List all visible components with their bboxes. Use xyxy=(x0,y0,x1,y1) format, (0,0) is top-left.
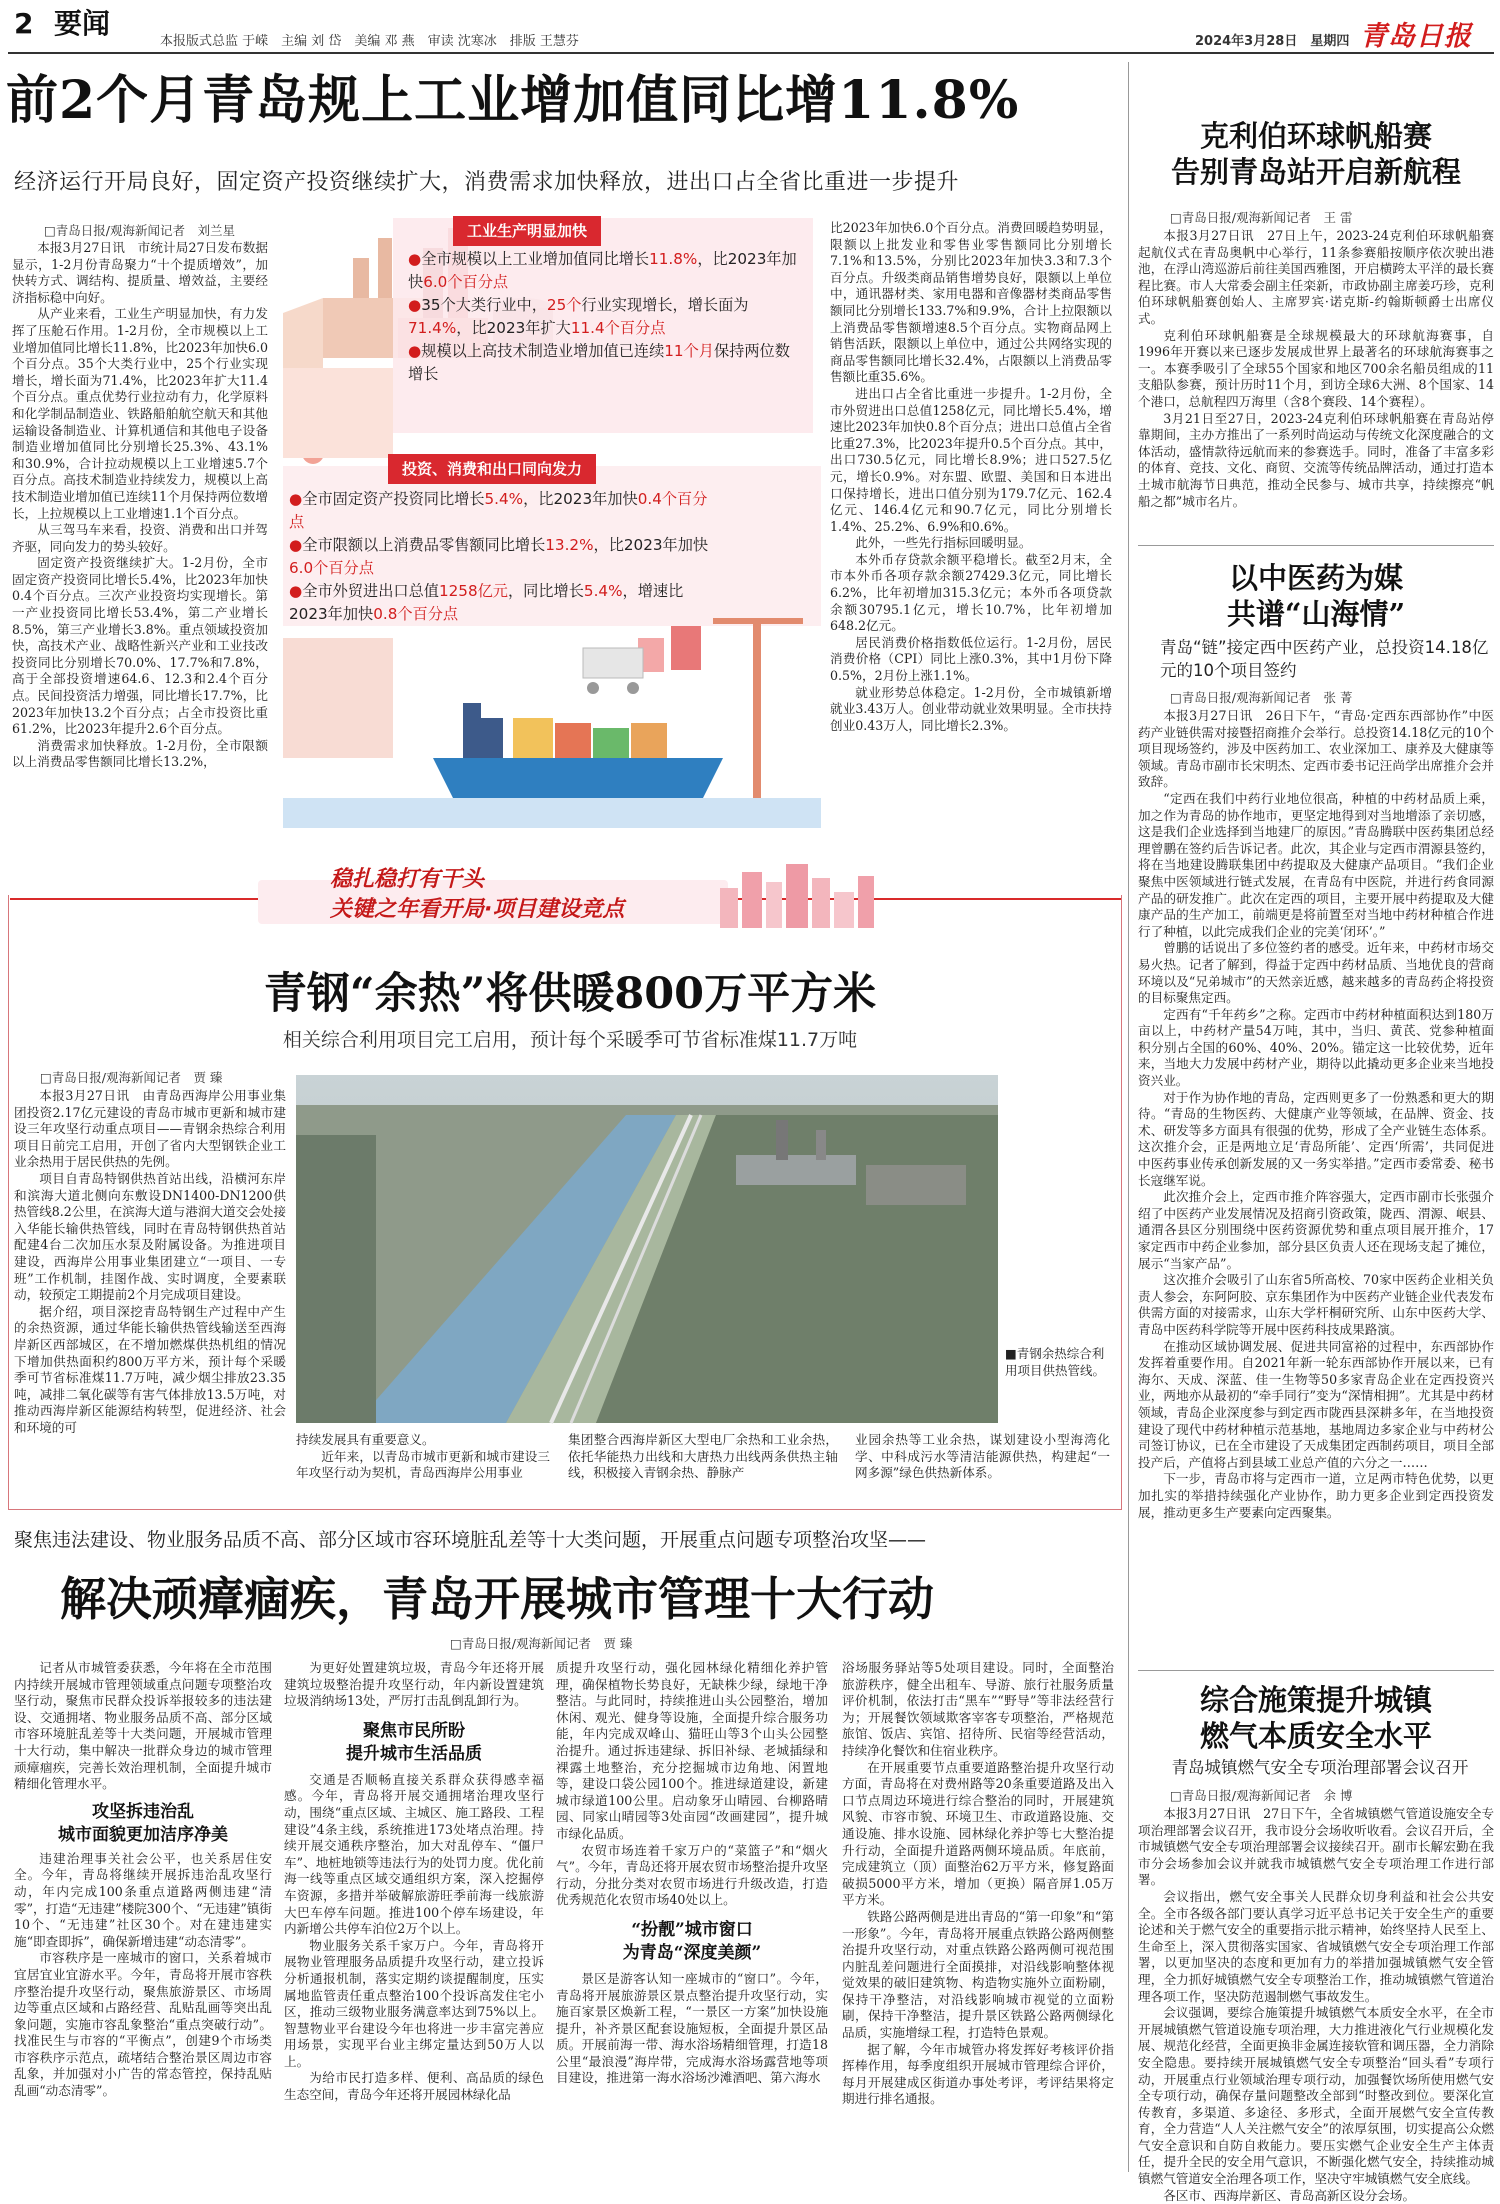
info-item: ●全市外贸进出口总值1258亿元，同比增长5.4%，增速比2023年加快0.8个百分点 xyxy=(289,582,684,623)
city-para: 农贸市场连着千家万户的“菜篮子”和“烟火气”。今年，青岛还将开展农贸市场整治提升攻坚行动，分批分类对农贸市场进行升级改造，打造优秀规范化农贸市场40处以上。 xyxy=(556,1842,828,1908)
steel-byline: □青岛日报/观海新闻记者 贾 臻 xyxy=(40,1070,223,1085)
tcm-para: 定西有“千年药乡”之称。定西市中药材种植面积达到180万亩以上，中药材产量54万吨，其中，当归、黄芪、党参种植面积分别占全国的60%、40%、20%。锚定这一比较优势，近年来，当地大力发展中药材产业，期待以此撬动更多企业来当地投资兴业。 xyxy=(1138,1006,1494,1089)
tcm-deck: 青岛“链”接定西中医药产业，总投资14.18亿元的10个项目签约 xyxy=(1160,638,1489,680)
city-para: 交通是否顺畅直接关系群众获得感幸福感。今年，青岛将开展交通拥堵治理攻坚行动，围绕“重点区域、主城区、施工路段、工程建设”4条主线，系统推进173处堵点治理。持续开展交通秩序整治，加大对乱停车、“僵尸车”、地桩地锁等违法行为的处罚力度。优化前海一线等重点区域交通组织方案，深入挖掘停车资源，多措并举破解旅游旺季前海一线旅游大巴车停车问题。推进100个停车场建设，年内新增公共停车泊位2万个以上。 xyxy=(284,1771,544,1937)
gas-para: 会议强调，要综合施策提升城镇燃气本质安全水平，在全市开展城镇燃气管道设施专项治理，大力推进液化气行业规模化发展、规范化经营，全面更换非金属连接软管和调压器，全力消除安全隐患。要持续开展城镇燃气安全专项整治“回头看”专项行动，开展重点行业领域治理专项行动，加强餐饮场所使用燃气安全专项行动，确保存量问题整改全部到“时整改到位。要深化宣传教育，多渠道、多途径、多形式，全面开展燃气安全宣传教育，全力营造“人人关注燃气安全”的浓厚氛围，切实提高公众燃气安全意识和自防自救能力。要压实燃气企业安全生产主体责任，提升全民的安全用气意识，不断强化燃气安全，持续推动城镇燃气管道安全治理各项工作，坚决守牢城镇燃气安全底线。 xyxy=(1138,2005,1494,2187)
lead-para: 从三驾马车来看，投资、消费和出口并驾齐驱，同向发力的势头较好。 xyxy=(12,522,268,554)
photo-caption: ■青钢余热综合利用项目供热管线。 xyxy=(1005,1346,1106,1378)
headline-line: 燃气本质安全水平 xyxy=(1199,1719,1432,1753)
sailing-para: 克利伯环球帆船赛是全球规模最大的环球航海赛事，自1996年开赛以来已逐步发展成世界上最著名的环球航海赛事之一。本赛季吸引了全球55个国家和地区700余名船员组成的11支船队参赛，预计历时11个月，到访全球6大洲、8个国家、14个港口，总航程四万海里（含8个赛段、14个赛程）。 xyxy=(1138,327,1494,409)
steel-para: 近年来，以青岛市城市更新和城市建设三年攻坚行动为契机，青岛西海岸公用事业 xyxy=(296,1448,550,1481)
banner-line-2: 关键之年看开局·项目建设竞点 xyxy=(330,897,625,922)
steel-para: 本报3月27日讯 由青岛西海岸公用事业集团投资2.17亿元建设的青岛市城市更新和城市建设三年攻坚行动重点项目——青钢余热综合利用项目日前完工启用，开创了省内大型钢铁企业工业余热用于居民供热的先例。 xyxy=(14,1088,286,1170)
lead-para: 本报3月27日讯 市统计局27日发布数据显示，1-2月份青岛聚力“十个提质增效”，加快转方式、调结构、提质量、增效益，主要经济指标稳中向好。 xyxy=(12,240,268,305)
city-para: 景区是游客认知一座城市的“窗口”。今年，青岛将开展旅游景区景点整治提升攻坚行动，实施百家景区焕新工程，“一景区一方案”加快设施提升，补齐景区配套设施短板，全面提升景区品质。开展前海一带、海水浴场精细管理，打造18公里“最浪漫”海岸带，完成海水浴场露营地等项目建设，推进第一海水浴场沙滩酒吧、第六海水 xyxy=(556,1970,828,2086)
gas-byline: □青岛日报/观海新闻记者 余 博 xyxy=(1170,1788,1353,1803)
lead-para: 就业形势总体稳定。1-2月份，全市城镇新增就业3.43万人。创业带动就业效果明显。全市扶持创业0.43万人，同比增长2.3%。 xyxy=(830,684,1112,733)
info-box-1-title: 工业生产明显加快 xyxy=(453,216,601,246)
column-divider xyxy=(1128,62,1129,2172)
steel-headline: 青钢“余热”将供暖800万平方米 xyxy=(263,969,877,1019)
info-box-1 xyxy=(408,248,803,386)
city-column-4 xyxy=(842,1660,1114,2165)
sailing-body xyxy=(1138,228,1494,533)
subhead-line: 提升城市生活品质 xyxy=(346,1743,482,1764)
city-para: 为更好处置建筑垃圾，青岛今年还将开展建筑垃圾整治提升攻坚行动，年内新设置建筑垃圾消纳场13处，严厉打击乱倒乱卸行为。 xyxy=(284,1660,544,1709)
lead-para: 固定资产投资继续扩大。1-2月份，全市固定资产投资同比增长5.4%，比2023年加快0.4个百分点。三次产业投资均实现增长。第一产业投资同比增长53.4%，第二产业增长8.5%，第三产业增长3.8%。重点领域投资加快，高技术产业、战略性新兴产业和工业技改投资同比分别增长70.0%、17.7%和7.8%，高于全部投资增速64.6、12.3和2.4个百分点。民间投资活力增强，同比增长17.7%，比2023年加快13.2个百分点；占全市投资比重61.2%，比2023年提升2.6个百分点。 xyxy=(12,555,268,737)
info-item: ●35个大类行业中，25个行业实现增长，增长面为71.4%，比2023年扩大11.4个百分点 xyxy=(408,296,749,337)
steel-bottom-col-2 xyxy=(568,1432,838,1502)
steel-para: 项目自青岛特钢供热首站出线，沿横河东岸和滨海大道北侧向东敷设DN1400-DN1200供热管线8.2公里，在滨海大道与港润大道交会处接入华能长输供热管线，同时在青岛特钢供热首站配建4台二次加压水泵及附属设备。为推进项目建设，西海岸公用事业集团建立“一项目、一专班”工作机制，挂图作战、实时调度，全要素联动，较预定工期提前2个月完成项目建设。 xyxy=(14,1170,286,1303)
tcm-byline: □青岛日报/观海新闻记者 张 菁 xyxy=(1170,690,1353,705)
info-item: ●全市限额以上消费品零售额同比增长13.2%，比2023年加快6.0个百分点 xyxy=(289,536,709,577)
subhead-line: 为青岛“深度美颜” xyxy=(622,1942,762,1963)
editor-credits: 本报版式总监 于嵘 主编 刘 岱 美编 邓 燕 审读 沈寒冰 排版 王慧芬 xyxy=(160,34,579,49)
lead-infographic xyxy=(283,218,821,828)
city-para: 铁路公路两侧是进出青岛的“第一印象”和“第一形象”。今年，青岛将开展重点铁路公路两侧整治提升攻坚行动，对重点铁路公路两侧可视范围内脏乱差问题进行全面摸排，对沿线影响整体视觉效果的破旧建筑物、构造物实施外立面粉刷，保持干净整洁，对沿线影响城市视觉的立面粉刷，保持干净整洁，提升景区铁路公路两侧绿化品质，实施增绿工程，打造特色景观。 xyxy=(842,1908,1114,2041)
tcm-para: 下一步，青岛市将与定西市一道，立足两市特色优势，以更加扎实的举措持续强化产业协作，助力更多企业到定西投资发展，推动更多生产要素向定西聚集。 xyxy=(1138,1471,1494,1520)
headline-line: 以中医药为媒 xyxy=(1228,561,1403,595)
city-headline: 解决顽瘴痼疾，青岛开展城市管理十大行动 xyxy=(60,1572,934,1626)
subhead-line: “扮靓”城市窗口 xyxy=(631,1919,753,1940)
headline-line: 共谱“山海情” xyxy=(1226,597,1406,631)
info-item: ●规模以上高技术制造业增加值已连续11个月保持两位数增长 xyxy=(408,342,790,383)
tcm-para: 曾鹏的话说出了多位签约者的感受。近年来，中药材市场交易火热。记者了解到，得益于定西中药材品质、当地优良的营商环境以及“兄弟城市”的天然亲近感，越来越多的青岛药企将投资的目标聚焦定西。 xyxy=(1138,940,1494,1006)
tcm-para: 在推动区域协调发展、促进共同富裕的过程中，东西部协作发挥着重要作用。自2021年新一轮东西部协作开展以来，已有海尔、天成、深蓝、佳一生物等50多家青岛企业在定西投资兴业，两地亦从最初的“牵手同行”变为“深情相拥”。尤其是中药材领域，青岛企业深度参与到定西市陇西县深耕多年，在当地投资建设了现代中药材种植示范基地，基地周边多家企业与中药材公司签订协议，已在全市建设了天成集团定西制药项目，项目全部投产后，产值将占到县域工业总产值的六分之一…… xyxy=(1138,1338,1494,1470)
city-subhead-3 xyxy=(556,1919,828,1965)
city-column-3 xyxy=(556,1660,828,2165)
city-para: 质提升攻坚行动，强化园林绿化精细化养护管理，确保植物长势良好，无缺株少绿，绿地干净整洁。与此同时，持续推进山头公园整治，增加休闲、观光、健身等设施，全面提升综合服务功能，年内完成双峰山、猫旺山等3个山头公园整治提升。通过拆违建绿、拆旧补绿、老城插绿和裸露土地整治，充分挖掘城市边角地、闲置地等，建设口袋公园100个。推进绿道建设，新建城市绿道100公里。启动象牙山晴园、台柳路晴园、同家山晴园等3处亩园“改画建园”，提升城市绿化品质。 xyxy=(556,1660,828,1841)
steel-para: 持续发展具有重要意义。 xyxy=(296,1432,435,1447)
lead-para: 居民消费价格指数低位运行。1-2月份，居民消费价格（CPI）同比上涨0.3%，其中1月份下降0.5%，2月份上涨1.1%。 xyxy=(830,634,1112,684)
tcm-para: 对于作为协作地的青岛，定西则更多了一份熟悉和更大的期待。“青岛的生物医药、大健康产业等领域，在品牌、资金、技术、研发等多方面具有很强的优势，形成了全产业链生态体系。这次推介会，正是两地立足‘青岛所能’、定西‘所需’，共同促进中医药事业传承创新发展的又一务实举措。”定西市委常委、秘书长寇继军说。 xyxy=(1138,1089,1494,1188)
steel-para: 集团整合西海岸新区大型电厂余热和工业余热，依托华能热力出线和大唐热力出线两条供热主轴线，积极接入青钢余热、静脉产 xyxy=(568,1432,838,1481)
info-box-2-title: 投资、消费和出口同向发力 xyxy=(388,454,596,484)
steel-subhead: 相关综合利用项目完工启用，预计每个采暖季可节省标准煤11.7万吨 xyxy=(282,1029,858,1051)
page-number: 2 xyxy=(14,7,34,40)
lead-para: 消费需求加快释放。1-2月份，全市限额以上消费品零售额同比增长13.2%， xyxy=(12,737,268,770)
city-para: 记者从市城管委获悉，今年将在全市范围内持续开展城市管理领域重点问题专项整治攻坚行动，聚焦市民群众投诉举报较多的违法建设、交通拥堵、物业服务品质不高、部分区域市容环境脏乱差等十大类问题，开展城市管理十大行动，集中解决一批群众身边的城市管理顽瘴痼疾，完善长效治理机制，全面提升城市精细化管理水平。 xyxy=(14,1660,272,1792)
lead-column-1 xyxy=(12,240,268,830)
tcm-headline xyxy=(1138,560,1494,632)
city-para: 市容秩序是一座城市的窗口，关系着城市宜居宜业宜游水平。今年，青岛将开展市容秩序整治提升攻坚行动，聚焦旅游景区、市场周边等重点区域和占路经营、乱贴乱画等突出乱象问题，实施市容乱象整治“重点突破行动”。找准民生与市容的“平衡点”，创建9个市场类市容秩序示范点，疏堵结合整治景区周边市容乱象，并加强对小广告的常态管控，保持乱贴乱画“动态清零”。 xyxy=(14,1950,272,2099)
headline-line: 克利伯环球帆船赛 xyxy=(1199,119,1432,153)
subhead-line: 城市面貌更加洁序净美 xyxy=(58,1824,228,1845)
lead-para: 从产业来看，工业生产明显加快，有力发挥了压舱石作用。1-2月份，全市规模以上工业增加值同比增长11.8%，比2023年加快6.0个百分点。35个大类行业中，25个行业实现增长，增长面为71.4%，比2023年扩大11.4个百分点。重点优势行业拉动有力，化学原料和化学制品制造业、铁路船舶航空航天和其他运输设备制造业、计算机通信和其他电子设备制造业增加值同比分别增长25.3%、43.1%和30.9%，合计拉动规模以上工业增速5.7个百分点。高技术制造业持续发力，规模以上高技术制造业增加值已连续11个月保持两位数增长，上拉规模以上工业增速1.1个百分点。 xyxy=(12,306,268,521)
gas-para: 会议指出，燃气安全事关人民群众切身利益和社会公共安全。全市各级各部门要认真学习近平总书记关于安全生产的重要论述和关于燃气安全的重要指示批示精神，始终坚持人民至上、生命至上，深入贯彻落实国家、省城镇燃气安全专项治理工作部署，以更加坚决的态度和更加有力的举措加强城镇燃气安全管理，全力抓好城镇燃气安全专项整治工作，推动城镇燃气管道治理各项工作，坚决防范遏制燃气事故发生。 xyxy=(1138,1888,1494,2004)
page-header xyxy=(0,0,1500,62)
sailing-headline xyxy=(1138,118,1494,190)
issue-date: 2024年3月28日 星期四 xyxy=(1195,34,1350,49)
headline-line: 综合施策提升城镇 xyxy=(1199,1683,1432,1717)
headline-line: 告别青岛站开启新航程 xyxy=(1170,155,1461,189)
city-para: 违建治理事关社会公平，也关系居住安全。今年，青岛将继续开展拆违治乱攻坚行动，年内完成100条重点道路两侧违建“清零”，打造“无违建”楼院300个、“无违建”镇街10个、“无违建”社区30个。对在建违建实施“即查即拆”，确保新增违建“动态清零”。 xyxy=(14,1850,272,1949)
gas-para: 各区市、西海岸新区、青岛高新区设分会场。 xyxy=(1163,2187,1416,2203)
gas-body xyxy=(1138,1806,1494,2203)
right-divider-2 xyxy=(1138,1670,1494,1671)
city-kicker: 聚焦违法建设、物业服务品质不高、部分区域市容环境脏乱差等十大类问题，开展重点问题专项整治攻坚—— xyxy=(14,1529,927,1551)
lead-para: 进出口占全省比重进一步提升。1-2月份，全市外贸进出口总值1258亿元，同比增长5.4%，增速比2023年加快0.8个百分点；进出口总值占全省比重27.3%，比2023年提升0.5个百分点。其中，出口730.5亿元，同比增长8.9%；进口527.5亿元，增长0.9%。对东盟、欧盟、美国和日本进出口保持增长，进出口值分别为179.7亿元、162.4亿元、146.4亿元和90.7亿元，同比分别增长1.4%、25.2%、6.9%和0.6%。 xyxy=(830,385,1112,534)
city-subhead-2 xyxy=(284,1720,544,1766)
info-box-2 xyxy=(289,488,709,626)
sailing-byline: □青岛日报/观海新闻记者 王 雷 xyxy=(1170,210,1353,225)
city-para: 据了解，今年市城管办将发挥好考核评价指挥棒作用，每季度组织开展城市管理综合评价，每月开展建成区街道办事处考评，考评结果将定期进行排名通报。 xyxy=(842,2041,1114,2107)
tcm-para: 这次推介会吸引了山东省5所高校、70家中医药企业相关负责人参会，东阿阿胶、京东集团作为中医药产业链企业代表发布供需方面的对接需求，山东大学杆桐研究所、山东中医药大学、青岛中医药科学院等开展中医药科技成果路演。 xyxy=(1138,1272,1494,1337)
steel-column-1 xyxy=(14,1088,286,1498)
lead-subhead: 经济运行开局良好，固定资产投资继续扩大，消费需求加快释放，进出口占全省比重进一步提升 xyxy=(14,170,960,195)
subhead-line: 攻坚拆违治乱 xyxy=(92,1801,194,1822)
steel-bottom-col-3 xyxy=(855,1432,1110,1502)
city-byline: □青岛日报/观海新闻记者 贾 臻 xyxy=(450,1636,633,1651)
lead-column-3 xyxy=(830,220,1112,832)
city-subhead-1 xyxy=(14,1801,272,1847)
steel-bottom-col-1 xyxy=(296,1432,550,1502)
city-para: 在开展重要节点重要道路整治提升攻坚行动方面，青岛将在对费州路等20条重要道路及出入口节点周边环境进行综合整治的同时，开展建筑风貌、市容市貌、环境卫生、市政道路设施、交通设施、排水设施、园林绿化养护等七大整治提升行动，全面提升道路两侧环境品质。年底前，完成建筑立（顶）面整治62万平方米，修复路面破损5000平方米，增加（更换）隔音屏1.05万平方米。 xyxy=(842,1759,1114,1908)
pipeline-aerial-photo xyxy=(296,1075,998,1423)
header-rule xyxy=(8,52,1494,54)
steel-para: 业园余热等工业余热，谋划建设小型海湾化学、中科成污水等清洁能源供热，构建起“一网多源”绿色供热新体系。 xyxy=(855,1432,1110,1481)
tcm-para: 本报3月27日讯 26日下午，“青岛·定西东西部协作”中医药产业链供需对接暨招商推介会举行。总投资14.18亿元的10个项目现场签约，涉及中医药加工、农业深加工、康养及大健康等领域。青岛市副市长宋明杰、定西市委书记汪尚学出席推介会并致辞。 xyxy=(1138,708,1494,790)
info-item: ●全市固定资产投资同比增长5.4%，比2023年加快0.4个百分点 xyxy=(289,490,708,531)
city-para: 物业服务关系千家万户。今年，青岛将开展物业管理服务品质提升攻坚行动，建立投诉分析通报机制，落实定期约谈提醒制度，压实属地监管责任重点整治100个投诉高发住宅小区，推动三级物业服务满意率达到75%以上。智慧物业平台建设今年也将进一步丰富完善应用场景，实现平台业主绑定量达到50万人以上。 xyxy=(284,1937,544,2069)
banner-line-1: 稳扎稳打有干头 xyxy=(330,867,485,892)
sailing-para: 本报3月27日讯 27日上午，2023-24克利伯环球帆船赛起航仪式在青岛奥帆中心举行，11条参赛船按顺序依次驶出港池，在浮山湾巡游后前往美国西雅图，开启横跨太平洋的最长赛程比赛。市人大常委会副主任栾新，市政协副主席姜巧珍，克利伯环球帆船赛创始人、主席罗宾·诺克斯-约翰斯顿爵士出席仪式。 xyxy=(1138,228,1494,326)
lead-byline: □青岛日报/观海新闻记者 刘兰星 xyxy=(44,223,236,238)
city-para: 浴场服务驿站等5处项目建设。同时，全面整治旅游秩序，健全出租车、导游、旅行社服务质量评价机制，依法打击“黑车”“野导”等非法经营行为；开展餐饮领域欺客宰客专项整治，严格规范旅馆、饭店、宾馆、招待所、民宿等经营活动，持续净化餐饮和住宿业秩序。 xyxy=(842,1660,1114,1758)
tcm-body xyxy=(1138,708,1494,1663)
info-item: ●全市规模以上工业增加值同比增长11.8%，比2023年加快6.0个百分点 xyxy=(408,250,797,291)
city-column-2 xyxy=(284,1660,544,2165)
gas-headline xyxy=(1138,1682,1494,1754)
gas-deck: 青岛城镇燃气安全专项治理部署会议召开 xyxy=(1171,1758,1469,1777)
lead-para: 比2023年加快6.0个百分点。消费回暖趋势明显，限额以上批发业和零售业零售额同比分别增长7.1%和13.5%，分别比2023年加快3.3和7.3个百分点。升级类商品销售增势良好，限额以上单位中，通讯器材类、家用电器和音像器材类商品零售额同比分别增长133.7%和9.9%，合计上拉限额以上消费品零售额增速8.5个百分点。实物商品网上销售活跃，限额以上单位中，通过公共网络实现的商品零售额同比增长32.4%，占限额以上消费品零售额比重35.6%。 xyxy=(830,220,1112,385)
section-name: 要闻 xyxy=(54,7,111,40)
lead-para: 本外币存贷款余额平稳增长。截至2月末，全市本外币各项存款余额27429.3亿元，同比增长6.2%，比年初增加315.3亿元；本外币各项贷款余额30795.1亿元，增长10.7%，比年初增加648.2亿元。 xyxy=(830,551,1112,634)
right-divider-1 xyxy=(1138,545,1494,546)
steel-para: 据介绍，项目深挖青岛特钢生产过程中产生的余热资源，通过华能长输供热管线输送至西海岸新区西部城区，在不增加燃煤供热机组的情况下增加供热面积约800万平方米，预计每个采暖季可节省标准煤11.7万吨，减少烟尘排放23.35吨，减排二氧化碳等有害气体排放13.5万吨，对推动西海岸新区能源结构转型，促进经济、社会和环境的可 xyxy=(14,1303,286,1435)
city-column-1 xyxy=(14,1660,272,2165)
gas-para: 本报3月27日讯 27日下午，全省城镇燃气管道设施安全专项治理部署会议召开，我市设分会场收听收看。会议召开后，全市城镇燃气安全专项治理部署会议接续召开。副市长解宏勤在我市分会场参加会议并就我市城镇燃气安全专项治理工作进行部署。 xyxy=(1138,1806,1494,1888)
subhead-line: 聚焦市民所盼 xyxy=(363,1720,465,1741)
lead-para: 此外，一些先行指标回暖明显。 xyxy=(855,535,1032,551)
sailing-para: 3月21日至27日，2023-24克利伯环球帆船赛在青岛站停靠期间，主办方推出了一系列时尚运动与传统文化深度融合的文体活动，盛情款待远航而来的参赛选手。同时，准备了丰富多彩的体育、竞技、文化、商贸、交流等传统品牌活动，通过打造本土城市航海节日典范，推动全民参与、城市共享，持续擦亮“帆船之都”城市名片。 xyxy=(1138,410,1494,509)
tcm-para: “定西在我们中药行业地位很高，种植的中药材品质上乘，加之作为青岛的协作地市，更坚定地得到对当地增添了亲切感，这是我们企业选择到当地建厂的原因。”青岛腾联中医药集团总经理曾鹏在签约后告诉记者。此次，其企业与定西市渭源县签约，将在当地建设腾联集团中药提取及大健康产品项目。“我们企业聚焦中医领域进行链式发展，在青岛有中医院，并进行药食同源产品的研发推广。此次在定西的项目，主要开展中药提取及大健康产品的生产加工，前端更是将前置至对当地中药材种植合作进行了种植，以此完成我们企业的完美‘闭环’。” xyxy=(1138,790,1494,939)
city-para: 为给市民打造多样、便利、高品质的绿色生态空间，青岛今年还将开展园林绿化品 xyxy=(284,2070,544,2103)
tcm-para: 此次推介会上，定西市推介阵容强大，定西市副市长张强介绍了中医药产业发展情况及招商引资政策，陇西、渭源、岷县、通渭各县区分别围绕中医药资源优势和重点项目展开推介，17家定西市中药企业参加，部分县区负责人还在现场支起了摊位，展示“当家产品”。 xyxy=(1138,1189,1494,1271)
lead-headline: 前2个月青岛规上工业增加值同比增11.8% xyxy=(6,70,1020,131)
masthead-logo: 青岛日报 xyxy=(1360,21,1472,52)
steel-photo xyxy=(296,1075,998,1423)
